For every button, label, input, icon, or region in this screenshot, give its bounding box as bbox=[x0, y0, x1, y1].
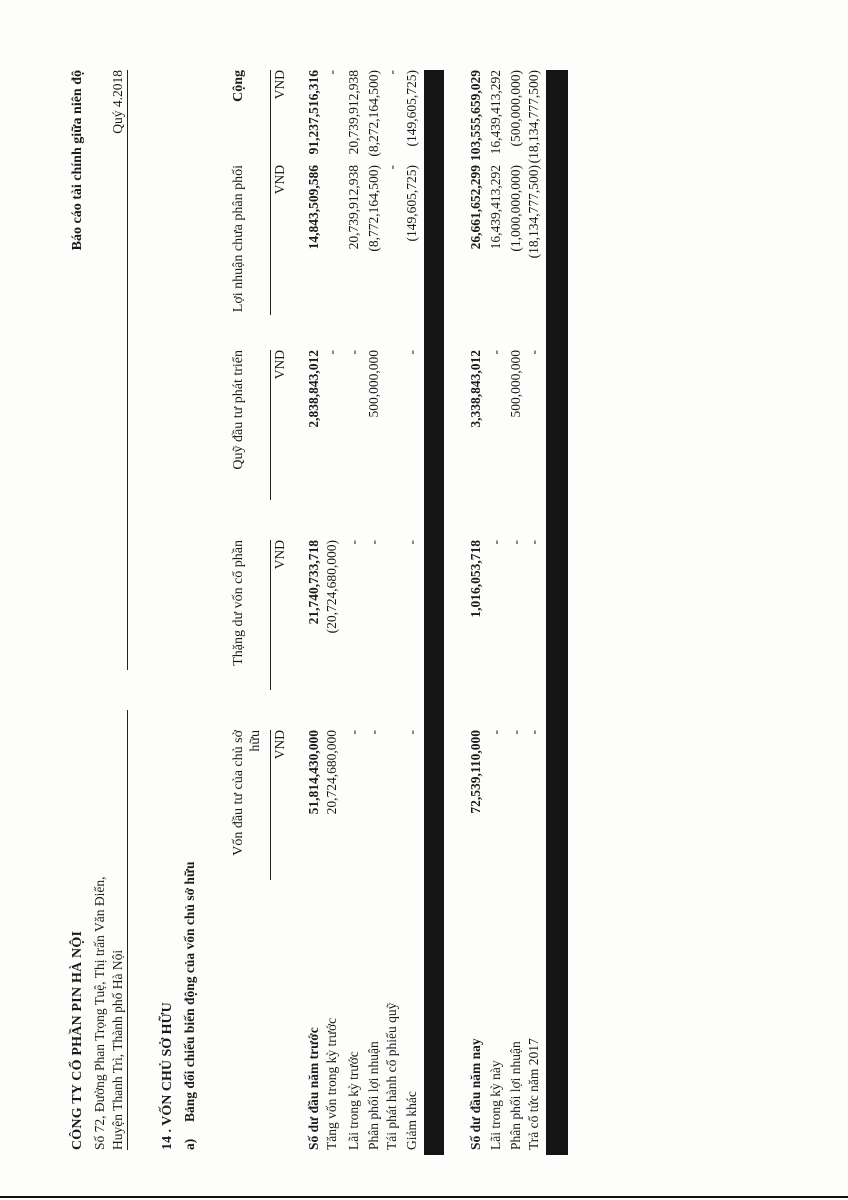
row-label: Lãi trong kỳ này bbox=[488, 1060, 503, 1150]
column-header-retained-earnings: Lợi nhuận chưa phân phối bbox=[231, 165, 246, 313]
report-title: Báo cáo tài chính giữa niên độ bbox=[70, 70, 85, 251]
cell-total: (8,272,164,500) bbox=[366, 70, 381, 157]
cell-retained-earnings: 16,439,413,292 bbox=[488, 165, 503, 250]
cell-development-fund: - bbox=[526, 350, 541, 355]
cell-retained-earnings: 20,739,912,938 bbox=[346, 165, 361, 250]
cell-owner-capital: - bbox=[526, 730, 541, 735]
cell-development-fund: 3,338,843,012 bbox=[468, 350, 483, 428]
table-row bbox=[508, 70, 526, 1150]
row-label: Lãi trong kỳ trước bbox=[346, 1051, 361, 1150]
table-row bbox=[346, 70, 364, 1150]
row-label: Số dư đầu năm trước bbox=[306, 1027, 321, 1150]
cell-share-premium: - bbox=[488, 540, 503, 545]
row-label: Tái phát hành cổ phiếu quỹ bbox=[384, 1002, 399, 1150]
column-header-share-premium: Thặng dư vốn cổ phần bbox=[231, 540, 246, 666]
cell-development-fund: 2,838,843,012 bbox=[306, 350, 321, 428]
cell-share-premium: 1,016,053,718 bbox=[468, 540, 483, 618]
column-header-total: Cộng bbox=[231, 70, 246, 102]
cell-retained-earnings: 26,661,652,299 bbox=[468, 165, 483, 250]
cell-development-fund: - bbox=[346, 350, 361, 355]
row-label: Phân phối lợi nhuận bbox=[508, 1041, 523, 1150]
cell-total: (500,000,000) bbox=[508, 70, 523, 147]
table-row bbox=[488, 70, 506, 1150]
cell-share-premium: (20,724,680,000) bbox=[324, 540, 339, 634]
section-title: 14 . VỐN CHỦ SỞ HỮU bbox=[160, 1002, 175, 1150]
row-label: Số dư đầu năm nay bbox=[468, 1038, 483, 1150]
scan-border-line bbox=[0, 1196, 848, 1198]
table-row bbox=[324, 70, 342, 1150]
column-header-owner-capital: Vốn đầu tư của chủ sở hữu bbox=[231, 730, 263, 856]
cell-owner-capital: - bbox=[488, 730, 503, 735]
company-address-line2: Huyện Thanh Trì, Thành phố Hà Nội bbox=[110, 710, 128, 1150]
cell-retained-earnings: (1,000,000,000) bbox=[508, 165, 523, 252]
redacted-row-bar bbox=[424, 70, 444, 1155]
table-row bbox=[366, 70, 384, 1150]
row-label: Giảm khác bbox=[404, 1091, 419, 1150]
cell-share-premium: - bbox=[346, 540, 361, 545]
cell-total: (18,134,777,500) bbox=[526, 70, 541, 164]
row-label: Trả cổ tức năm 2017 bbox=[526, 1038, 541, 1150]
cell-development-fund: - bbox=[324, 350, 339, 355]
table-row bbox=[306, 70, 324, 1150]
column-unit: VND bbox=[270, 730, 288, 880]
report-period: Quý 4.2018 bbox=[110, 70, 128, 670]
table-row bbox=[384, 70, 402, 1150]
cell-share-premium: 21,740,733,718 bbox=[306, 540, 321, 625]
cell-share-premium: - bbox=[404, 540, 419, 545]
cell-owner-capital: - bbox=[508, 730, 523, 735]
cell-share-premium: - bbox=[508, 540, 523, 545]
cell-share-premium: - bbox=[526, 540, 541, 545]
cell-retained-earnings: (18,134,777,500) bbox=[526, 165, 541, 259]
cell-total: 91,237,516,316 bbox=[306, 70, 321, 155]
column-unit: VND bbox=[270, 540, 288, 690]
cell-development-fund: 500,000,000 bbox=[508, 350, 523, 418]
cell-total: 103,555,659,029 bbox=[468, 70, 483, 162]
cell-retained-earnings: - bbox=[384, 165, 399, 170]
subsection-title: Bảng đối chiếu biến động của vốn chủ sở hữu bbox=[182, 861, 197, 1122]
cell-share-premium: - bbox=[366, 540, 381, 545]
cell-development-fund: - bbox=[488, 350, 503, 355]
cell-retained-earnings: 14,843,509,586 bbox=[306, 165, 321, 250]
subsection-label: a) bbox=[182, 1138, 197, 1150]
cell-owner-capital: - bbox=[346, 730, 361, 735]
cell-owner-capital: 20,724,680,000 bbox=[324, 730, 339, 815]
table-row bbox=[526, 70, 544, 1150]
column-header-development-fund: Quỹ đầu tư phát triển bbox=[231, 350, 246, 470]
cell-total: 20,739,912,938 bbox=[346, 70, 361, 155]
row-label: Phân phối lợi nhuận bbox=[366, 1041, 381, 1150]
row-label: Tăng vốn trong kỳ trước bbox=[324, 1017, 339, 1150]
rotated-page bbox=[70, 40, 848, 1150]
redacted-row-bar bbox=[546, 70, 568, 1155]
table-row bbox=[468, 70, 486, 1150]
cell-owner-capital: 72,539,110,000 bbox=[468, 730, 483, 814]
company-address-line1: Số 72, Đường Phan Trọng Tuệ, Thị trấn Văn Điển, bbox=[92, 876, 107, 1150]
cell-retained-earnings: (8,772,164,500) bbox=[366, 165, 381, 252]
column-unit: VND bbox=[270, 165, 288, 315]
cell-total: 16,439,413,292 bbox=[488, 70, 503, 155]
cell-total: - bbox=[324, 70, 339, 75]
cell-owner-capital: - bbox=[366, 730, 381, 735]
cell-owner-capital: - bbox=[404, 730, 419, 735]
company-name: CÔNG TY CỔ PHẦN PIN HÀ NỘI bbox=[70, 930, 85, 1150]
column-unit: VND bbox=[270, 350, 288, 500]
cell-development-fund: - bbox=[404, 350, 419, 355]
table-row bbox=[404, 70, 422, 1150]
column-unit: VND bbox=[270, 70, 288, 220]
cell-total: - bbox=[384, 70, 399, 75]
cell-owner-capital: 51,814,430,000 bbox=[306, 730, 321, 815]
cell-development-fund: 500,000,000 bbox=[366, 350, 381, 418]
cell-retained-earnings: (149,605,725) bbox=[404, 165, 419, 242]
cell-total: (149,605,725) bbox=[404, 70, 419, 147]
